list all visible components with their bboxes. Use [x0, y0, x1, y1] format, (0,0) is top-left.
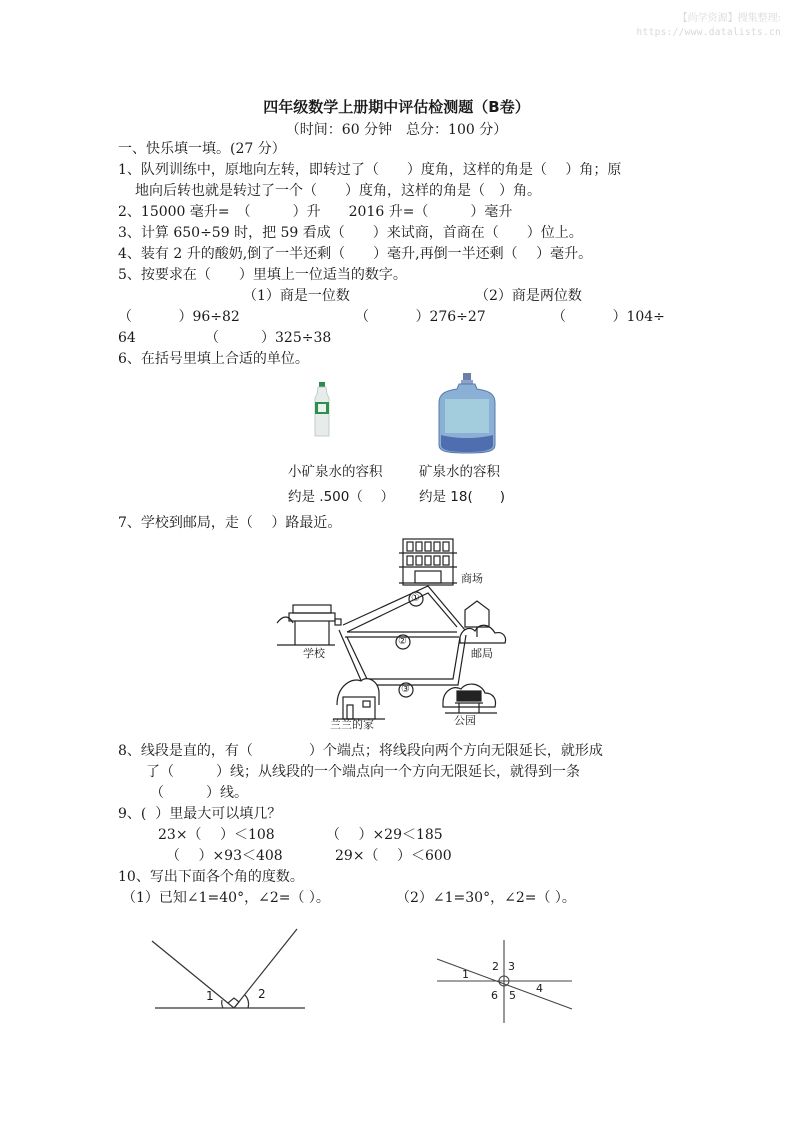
q5-item-2: （ ）276÷27: [355, 309, 486, 325]
question-5: 5、按要求在（ ）里填上一位适当的数字。: [118, 267, 407, 283]
fig2-angle-6: 6: [491, 989, 498, 1002]
question-6: 6、在括号里填上合适的单位。: [118, 351, 309, 367]
small-water-bottle-icon: [312, 382, 332, 438]
q6-jug-value: 约是 18( ): [419, 489, 506, 505]
fig2-angle-4: 4: [536, 982, 543, 995]
angle-2-label: 2: [258, 987, 266, 1001]
q5-header-two-digit: （2）商是两位数: [475, 288, 582, 304]
question-8-line3: （ ）线。: [150, 785, 248, 801]
q5-item-4: （ ）325÷38: [205, 330, 332, 346]
fig2-angle-1: 1: [462, 968, 469, 981]
q6-jug-label: 矿泉水的容积: [419, 464, 500, 480]
place-post-office: 邮局: [471, 647, 493, 660]
question-1-line2: 地向后转也就是转过了一个（ ）度角，这样的角是（ ）角。: [135, 183, 541, 199]
q10-part-1: （1）已知∠1=40°，∠2=（ ）。: [122, 890, 330, 906]
q5-item-3-cont: 64: [118, 330, 136, 346]
route-map: [275, 535, 510, 730]
question-4: 4、装有 2 升的酸奶,倒了一半还剩（ ）毫升,再倒一半还剩（ ）毫升。: [118, 246, 593, 262]
watermark-url: https://www.datalists.cn: [636, 27, 781, 38]
angle-figure-1: [150, 925, 310, 1015]
page-subtitle: （时间：60 分钟 总分：100 分）: [285, 122, 508, 138]
school-building-icon: [277, 605, 341, 645]
question-1-line1: 1、队列训练中，原地向左转，即转过了（ ）度角，这样的角是（ ）角；原: [118, 162, 622, 178]
question-3: 3、计算 650÷59 时，把 59 看成（ ）来试商，首商在（ ）位上。: [118, 225, 583, 241]
place-mall: 商场: [461, 572, 483, 585]
angle-figure-2: [432, 935, 577, 1025]
place-school: 学校: [303, 647, 325, 660]
q6-small-bottle-value: 约是 .500（ ）: [288, 489, 395, 505]
place-lanlan-home: 兰兰的家: [330, 718, 374, 731]
question-7: 7、学校到邮局，走（ ）路最近。: [118, 515, 342, 531]
post-office-icon: [460, 601, 506, 643]
q5-item-3: （ ）104÷: [552, 309, 665, 325]
route-2-label: ②: [398, 636, 407, 647]
q10-part-2: （2）∠1=30°，∠2=（ ）。: [396, 890, 576, 906]
question-10: 10、写出下面各个角的度数。: [118, 869, 304, 885]
q9-item-1: 23×（ ）＜108: [158, 827, 275, 843]
watermark-source: 【尚学资源】搜集整理:: [677, 13, 781, 24]
fig2-angle-3: 3: [508, 960, 515, 973]
q9-item-4: 29×（ ）＜600: [335, 848, 452, 864]
route-1-label: ①: [411, 593, 420, 604]
watermark: [637, 12, 781, 40]
q5-header-one-digit: （1）商是一位数: [243, 288, 350, 304]
route-3-label: ③: [401, 684, 410, 695]
section-heading: 一、快乐填一填。(27 分）: [118, 141, 286, 157]
park-bench-icon: [443, 684, 497, 713]
place-park: 公园: [454, 714, 476, 727]
q9-item-3: （ ）×93＜408: [166, 848, 283, 864]
fig2-angle-2: 2: [492, 960, 499, 973]
page-title: 四年级数学上册期中评估检测题（B卷）: [263, 98, 530, 116]
question-8-line2: 了（ ）线；从线段的一个端点向一个方向无限延长，就得到一条: [146, 764, 580, 780]
mall-building-icon: [399, 539, 457, 585]
water-jug-icon: [437, 373, 497, 455]
question-2: 2、15000 毫升= （ ）升 2016 升=（ ）毫升: [118, 204, 513, 220]
home-house-icon: [333, 679, 385, 719]
angle-1-label: 1: [206, 989, 214, 1003]
q9-item-2: （ ）×29＜185: [326, 827, 443, 843]
question-8-line1: 8、线段是直的，有（ ）个端点；将线段向两个方向无限延长，就形成: [118, 743, 603, 759]
question-9: 9、( ）里最大可以填几？: [118, 806, 282, 822]
fig2-angle-5: 5: [509, 989, 516, 1002]
q5-item-1: （ ）96÷82: [118, 309, 240, 325]
q6-small-bottle-label: 小矿泉水的容积: [288, 464, 383, 480]
